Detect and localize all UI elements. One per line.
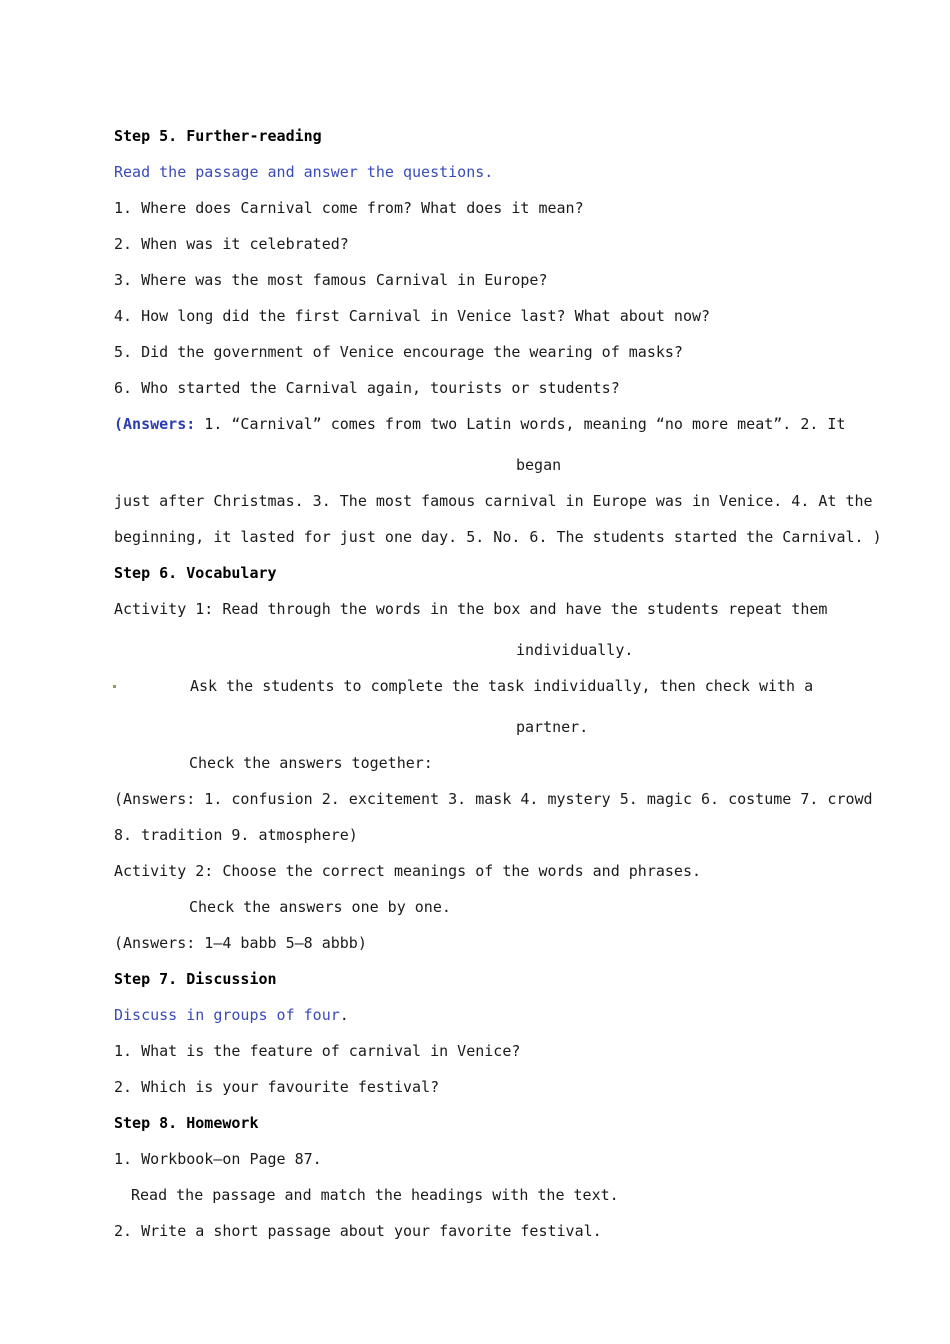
step7-instruction-text: Discuss in groups of four	[114, 1006, 340, 1024]
step5-answers-line-2: just after Christmas. 3. The most famous carnival in Europe was in Venice. 4. At the	[114, 492, 873, 510]
step8-item-1-detail: Read the passage and match the headings with the text.	[131, 1186, 619, 1204]
step5-question-5: 5. Did the government of Venice encourage the wearing of masks?	[114, 343, 683, 361]
step5-question-6: 6. Who started the Carnival again, tourists or students?	[114, 379, 620, 397]
step5-instruction: Read the passage and answer the questions.	[114, 163, 494, 181]
step5-answers-wrap: began	[516, 456, 562, 474]
bullet-marker	[113, 685, 116, 688]
step8-item-2: 2. Write a short passage about your favorite festival.	[114, 1222, 602, 1240]
step7-question-2: 2. Which is your favourite festival?	[114, 1078, 440, 1096]
step7-question-1: 1. What is the feature of carnival in Venice?	[114, 1042, 521, 1060]
step7-heading: Step 7. Discussion	[114, 970, 277, 988]
step5-question-4: 4. How long did the first Carnival in Venice last? What about now?	[114, 307, 711, 325]
step6-answers2: (Answers: 1—4 babb 5—8 abbb)	[114, 934, 367, 952]
step5-question-3: 3. Where was the most famous Carnival in Europe?	[114, 271, 548, 289]
step7-instruction-period: .	[339, 1006, 349, 1024]
step6-activity1-wrap: individually.	[516, 641, 634, 659]
step6-activity1: Activity 1: Read through the words in the box and have the students repeat them	[114, 600, 828, 618]
step5-answers-line-1	[114, 414, 846, 434]
step5-question-2: 2. When was it celebrated?	[114, 235, 349, 253]
step6-activity2: Activity 2: Choose the correct meanings of the words and phrases.	[114, 862, 701, 880]
step8-heading: Step 8. Homework	[114, 1114, 259, 1132]
step7-instruction	[114, 1005, 349, 1025]
step6-answers-line-1: (Answers: 1. confusion 2. excitement 3. mask 4. mystery 5. magic 6. costume 7. crowd	[114, 790, 873, 808]
answers-text: 1. “Carnival” comes from two Latin words, meaning “no more meat”. 2. It	[195, 415, 846, 433]
step6-task: Ask the students to complete the task individually, then check with a	[190, 677, 814, 695]
step6-check: Check the answers together:	[189, 754, 433, 772]
step8-item-1: 1. Workbook—on Page 87.	[114, 1150, 322, 1168]
step5-answers-line-3: beginning, it lasted for just one day. 5. No. 6. The students started the Carnival. )	[114, 528, 882, 546]
answers-label: (Answers:	[114, 415, 196, 433]
step6-check2: Check the answers one by one.	[189, 898, 451, 916]
step6-task-wrap: partner.	[516, 718, 589, 736]
step6-heading: Step 6. Vocabulary	[114, 564, 277, 582]
step5-question-1: 1. Where does Carnival come from? What does it mean?	[114, 199, 584, 217]
step6-answers-line-2: 8. tradition 9. atmosphere)	[114, 826, 358, 844]
step5-heading: Step 5. Further-reading	[114, 127, 322, 145]
